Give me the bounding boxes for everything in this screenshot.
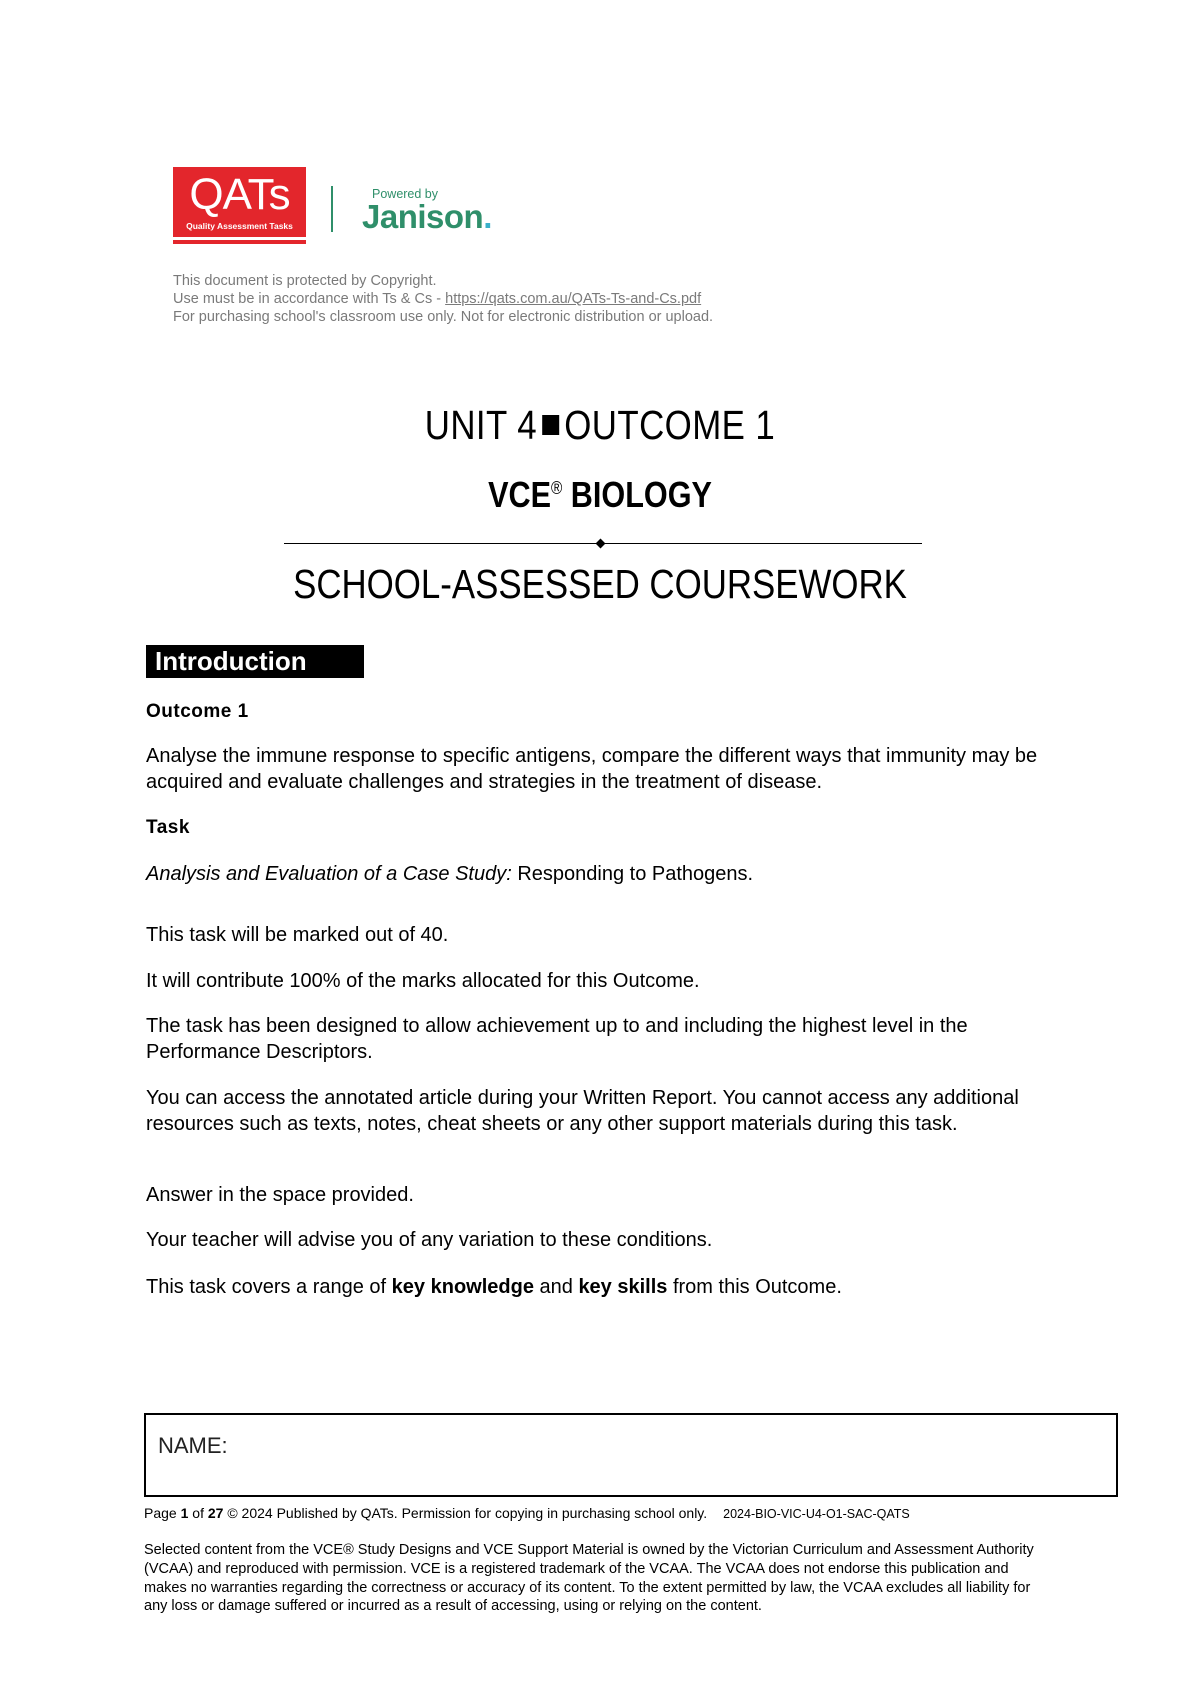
page-number: 1 (180, 1505, 189, 1521)
name-label: NAME: (158, 1433, 228, 1458)
task-heading: Task (146, 817, 190, 838)
key-knowledge-text: key knowledge (391, 1276, 534, 1298)
page-word: Page (144, 1505, 181, 1521)
subject-title (90, 474, 1110, 516)
published-notice: © 2024 Published by QATs. Permission for copying in purchasing school only. (223, 1505, 708, 1521)
coverage-text-2: and (533, 1276, 579, 1298)
teacher-paragraph: Your teacher will advise you of any variation to these conditions. (146, 1229, 713, 1251)
key-skills-text: key skills (578, 1276, 668, 1298)
divider-diamond-icon (596, 539, 606, 549)
terms-link[interactable]: https://qats.com.au/QATs-Ts-and-Cs.pdf (445, 291, 702, 307)
outcome-heading: Outcome 1 (146, 701, 249, 722)
copyright-line-2 (173, 290, 701, 308)
task-subtitle: Responding to Pathogens. (511, 863, 754, 885)
janison-dot: . (483, 198, 492, 235)
copyright-line-1: This document is protected by Copyright. (173, 273, 437, 289)
task-description (146, 861, 1076, 887)
outcome-description: Analyse the immune response to specific antigens, compare the different ways that immunity may be acquired and evaluate challenges and strategies in the treatment of disease. (146, 745, 1038, 793)
of-word: of (188, 1505, 208, 1521)
name-field[interactable] (144, 1413, 1118, 1497)
qats-logo-underbar (173, 240, 306, 244)
coursework-title: SCHOOL-ASSESSED COURSEWORK (293, 561, 907, 607)
task-title: Analysis and Evaluation of a Case Study: (146, 863, 512, 885)
answer-paragraph: Answer in the space provided. (146, 1184, 414, 1206)
access-paragraph: You can access the annotated article during your Written Report. You cannot access any additional resources such as texts, notes, cheat sheets or any other support materials during this task. (146, 1087, 1019, 1135)
coverage-paragraph (146, 1274, 1076, 1300)
page-footer (144, 1505, 910, 1521)
document-code: 2024-BIO-VIC-U4-O1-SAC-QATS (723, 1507, 910, 1521)
marks-paragraph: This task will be marked out of 40. (146, 924, 449, 946)
qats-logo-word: QATs (189, 170, 290, 219)
janison-logo (362, 198, 492, 236)
introduction-heading: Introduction (146, 645, 364, 678)
subject-prefix: VCE (488, 474, 552, 515)
square-bullet-icon (542, 415, 559, 435)
vcaa-disclaimer: Selected content from the VCE® Study Designs and VCE Support Material is owned by the Victorian Curriculum and Assessment Authority (VCAA) and reproduced with permission. VCE is a registered trademark of the VCAA. The VCAA does not endorse this publication and makes no warranties regarding the correctness or accuracy of its content. To the extent permitted by law, the VCAA excludes all liability for any loss or damage suffered or incurred as a result of accessing, using or relying on the content. (144, 1542, 1034, 1615)
contribution-paragraph: It will contribute 100% of the marks allocated for this Outcome. (146, 970, 700, 992)
powered-by-label: Powered by (372, 187, 439, 201)
qats-logo-tagline: Quality Assessment Tasks (186, 221, 293, 231)
copyright-line-3: For purchasing school's classroom use only. Not for electronic distribution or upload. (173, 309, 714, 325)
qats-logo (173, 167, 306, 237)
janison-word: Janison (362, 198, 484, 235)
registered-mark: ® (551, 478, 563, 498)
copyright-line-2-prefix: Use must be in accordance with Ts & Cs - (173, 291, 446, 307)
unit-outcome-title (90, 402, 1110, 449)
outcome-label: OUTCOME 1 (564, 402, 776, 448)
design-paragraph: The task has been designed to allow achievement up to and including the highest level in the Performance Descriptors. (146, 1015, 968, 1063)
logo-divider (331, 186, 333, 232)
page-total: 27 (207, 1505, 224, 1521)
subject-name: BIOLOGY (562, 474, 712, 515)
unit-label: UNIT 4 (424, 402, 538, 448)
coverage-text-1: This task covers a range of (146, 1276, 392, 1298)
coverage-text-3: from this Outcome. (667, 1276, 842, 1298)
